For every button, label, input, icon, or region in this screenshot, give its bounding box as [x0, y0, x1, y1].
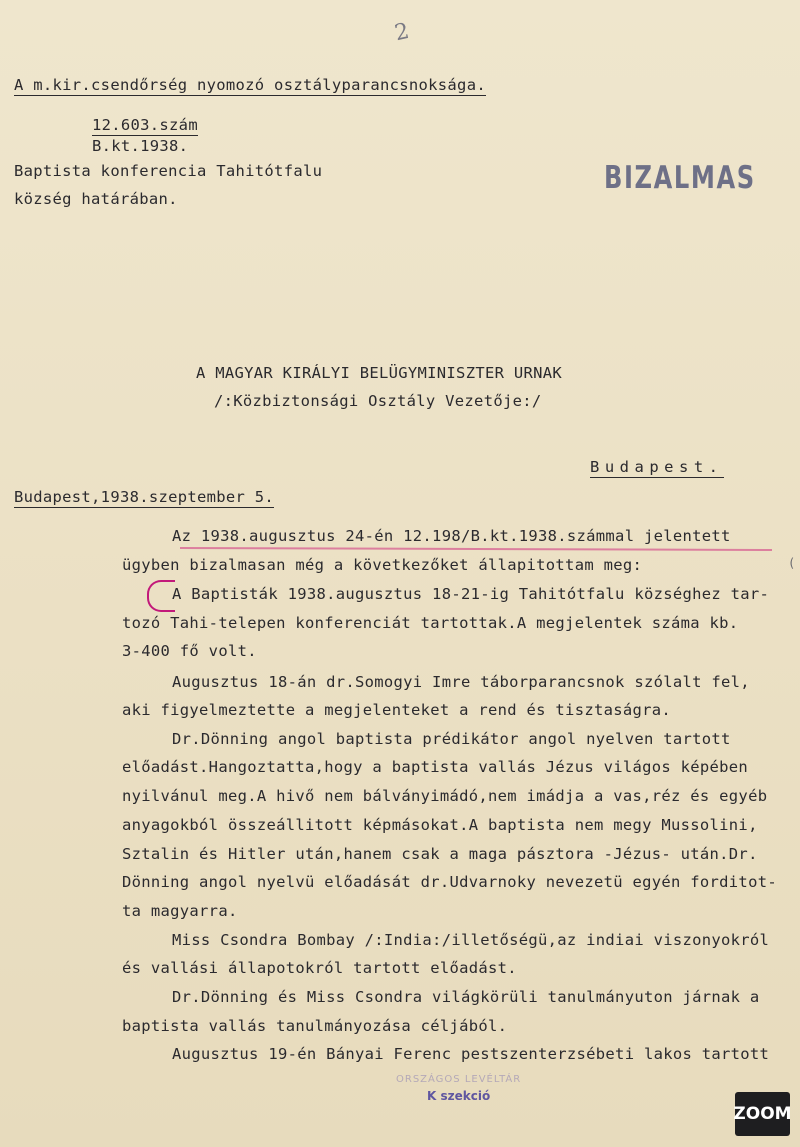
body-line-4: tozó Tahi-telepen konferenciát tartottak.A megjelentek száma kb. [122, 614, 739, 632]
body-line-14: ta magyarra. [122, 902, 238, 920]
body-line-17: Dr.Dönning és Miss Csondra világkörüli tanulmányuton járnak a [172, 988, 760, 1006]
body-line-10: nyilvánul meg.A hivő nem bálványimádó,nem imádja a vas,réz és egyéb [122, 787, 768, 805]
document-number: 12.603.szám [92, 116, 198, 134]
highlight-underline [180, 547, 772, 551]
body-line-3: A Baptisták 1938.augusztus 18-21-ig Tahitótfalu községhez tar- [172, 585, 770, 603]
handwritten-page-number: 2 [392, 18, 412, 47]
subject-line-1: Baptista konferencia Tahitótfalu [14, 162, 323, 180]
archive-stamp [396, 1074, 521, 1103]
body-line-16: és vallási állapotokról tartott előadást. [122, 959, 517, 977]
zoom-logo-text: ZOOM [733, 1104, 792, 1124]
margin-mark: ( [788, 556, 796, 570]
body-line-9: előadást.Hangoztatta,hogy a baptista vallás Jézus világos képében [122, 758, 749, 776]
body-line-11: anyagokból összeállitott képmásokat.A baptista nem megy Mussolini, [122, 816, 758, 834]
zoom-logo[interactable] [735, 1092, 790, 1136]
archive-stamp-line-2: K szekció [427, 1089, 491, 1103]
body-line-6: Augusztus 18-án dr.Somogyi Imre táborparancsnok szólalt fel, [172, 673, 750, 691]
body-line-13: Dönning angol nyelvü előadását dr.Udvarnoky nevezetü egyén forditot- [122, 873, 777, 891]
addressee-line-1: A MAGYAR KIRÁLYI BELÜGYMINISZTER URNAK [196, 364, 563, 382]
report-date: Budapest,1938.szeptember 5. [14, 488, 275, 506]
addressee-line-2: /:Közbiztonsági Osztály Vezetője:/ [214, 392, 542, 410]
pink-margin-bracket [147, 580, 175, 612]
file-reference: B.kt.1938. [92, 137, 189, 155]
subject-line-2: község határában. [14, 190, 178, 208]
body-line-12: Sztalin és Hitler után,hanem csak a maga pásztora -Jézus- után.Dr. [122, 845, 758, 863]
body-line-15: Miss Csondra Bombay /:India:/illetőségü,az indiai viszonyokról [172, 931, 770, 949]
body-line-19: Augusztus 19-én Bányai Ferenc pestszenterzsébeti lakos tartott [172, 1045, 770, 1063]
body-line-5: 3-400 fő volt. [122, 642, 257, 660]
body-line-7: aki figyelmeztette a megjelenteket a rend és tisztaságra. [122, 701, 672, 719]
issuing-office: A m.kir.csendőrség nyomozó osztályparancsnoksága. [14, 76, 486, 94]
confidential-stamp: BIZALMAS [604, 160, 756, 196]
place-line: Budapest. [590, 458, 724, 476]
body-line-18: baptista vallás tanulmányozása céljából. [122, 1017, 508, 1035]
archive-stamp-line-1: ORSZÁGOS LEVÉLTÁR [396, 1074, 522, 1085]
body-line-8: Dr.Dönning angol baptista prédikátor angol nyelven tartott [172, 730, 731, 748]
body-line-2: ügyben bizalmasan még a következőket állapitottam meg: [122, 556, 643, 574]
body-line-1: Az 1938.augusztus 24-én 12.198/B.kt.1938.számmal jelentett [172, 527, 731, 545]
